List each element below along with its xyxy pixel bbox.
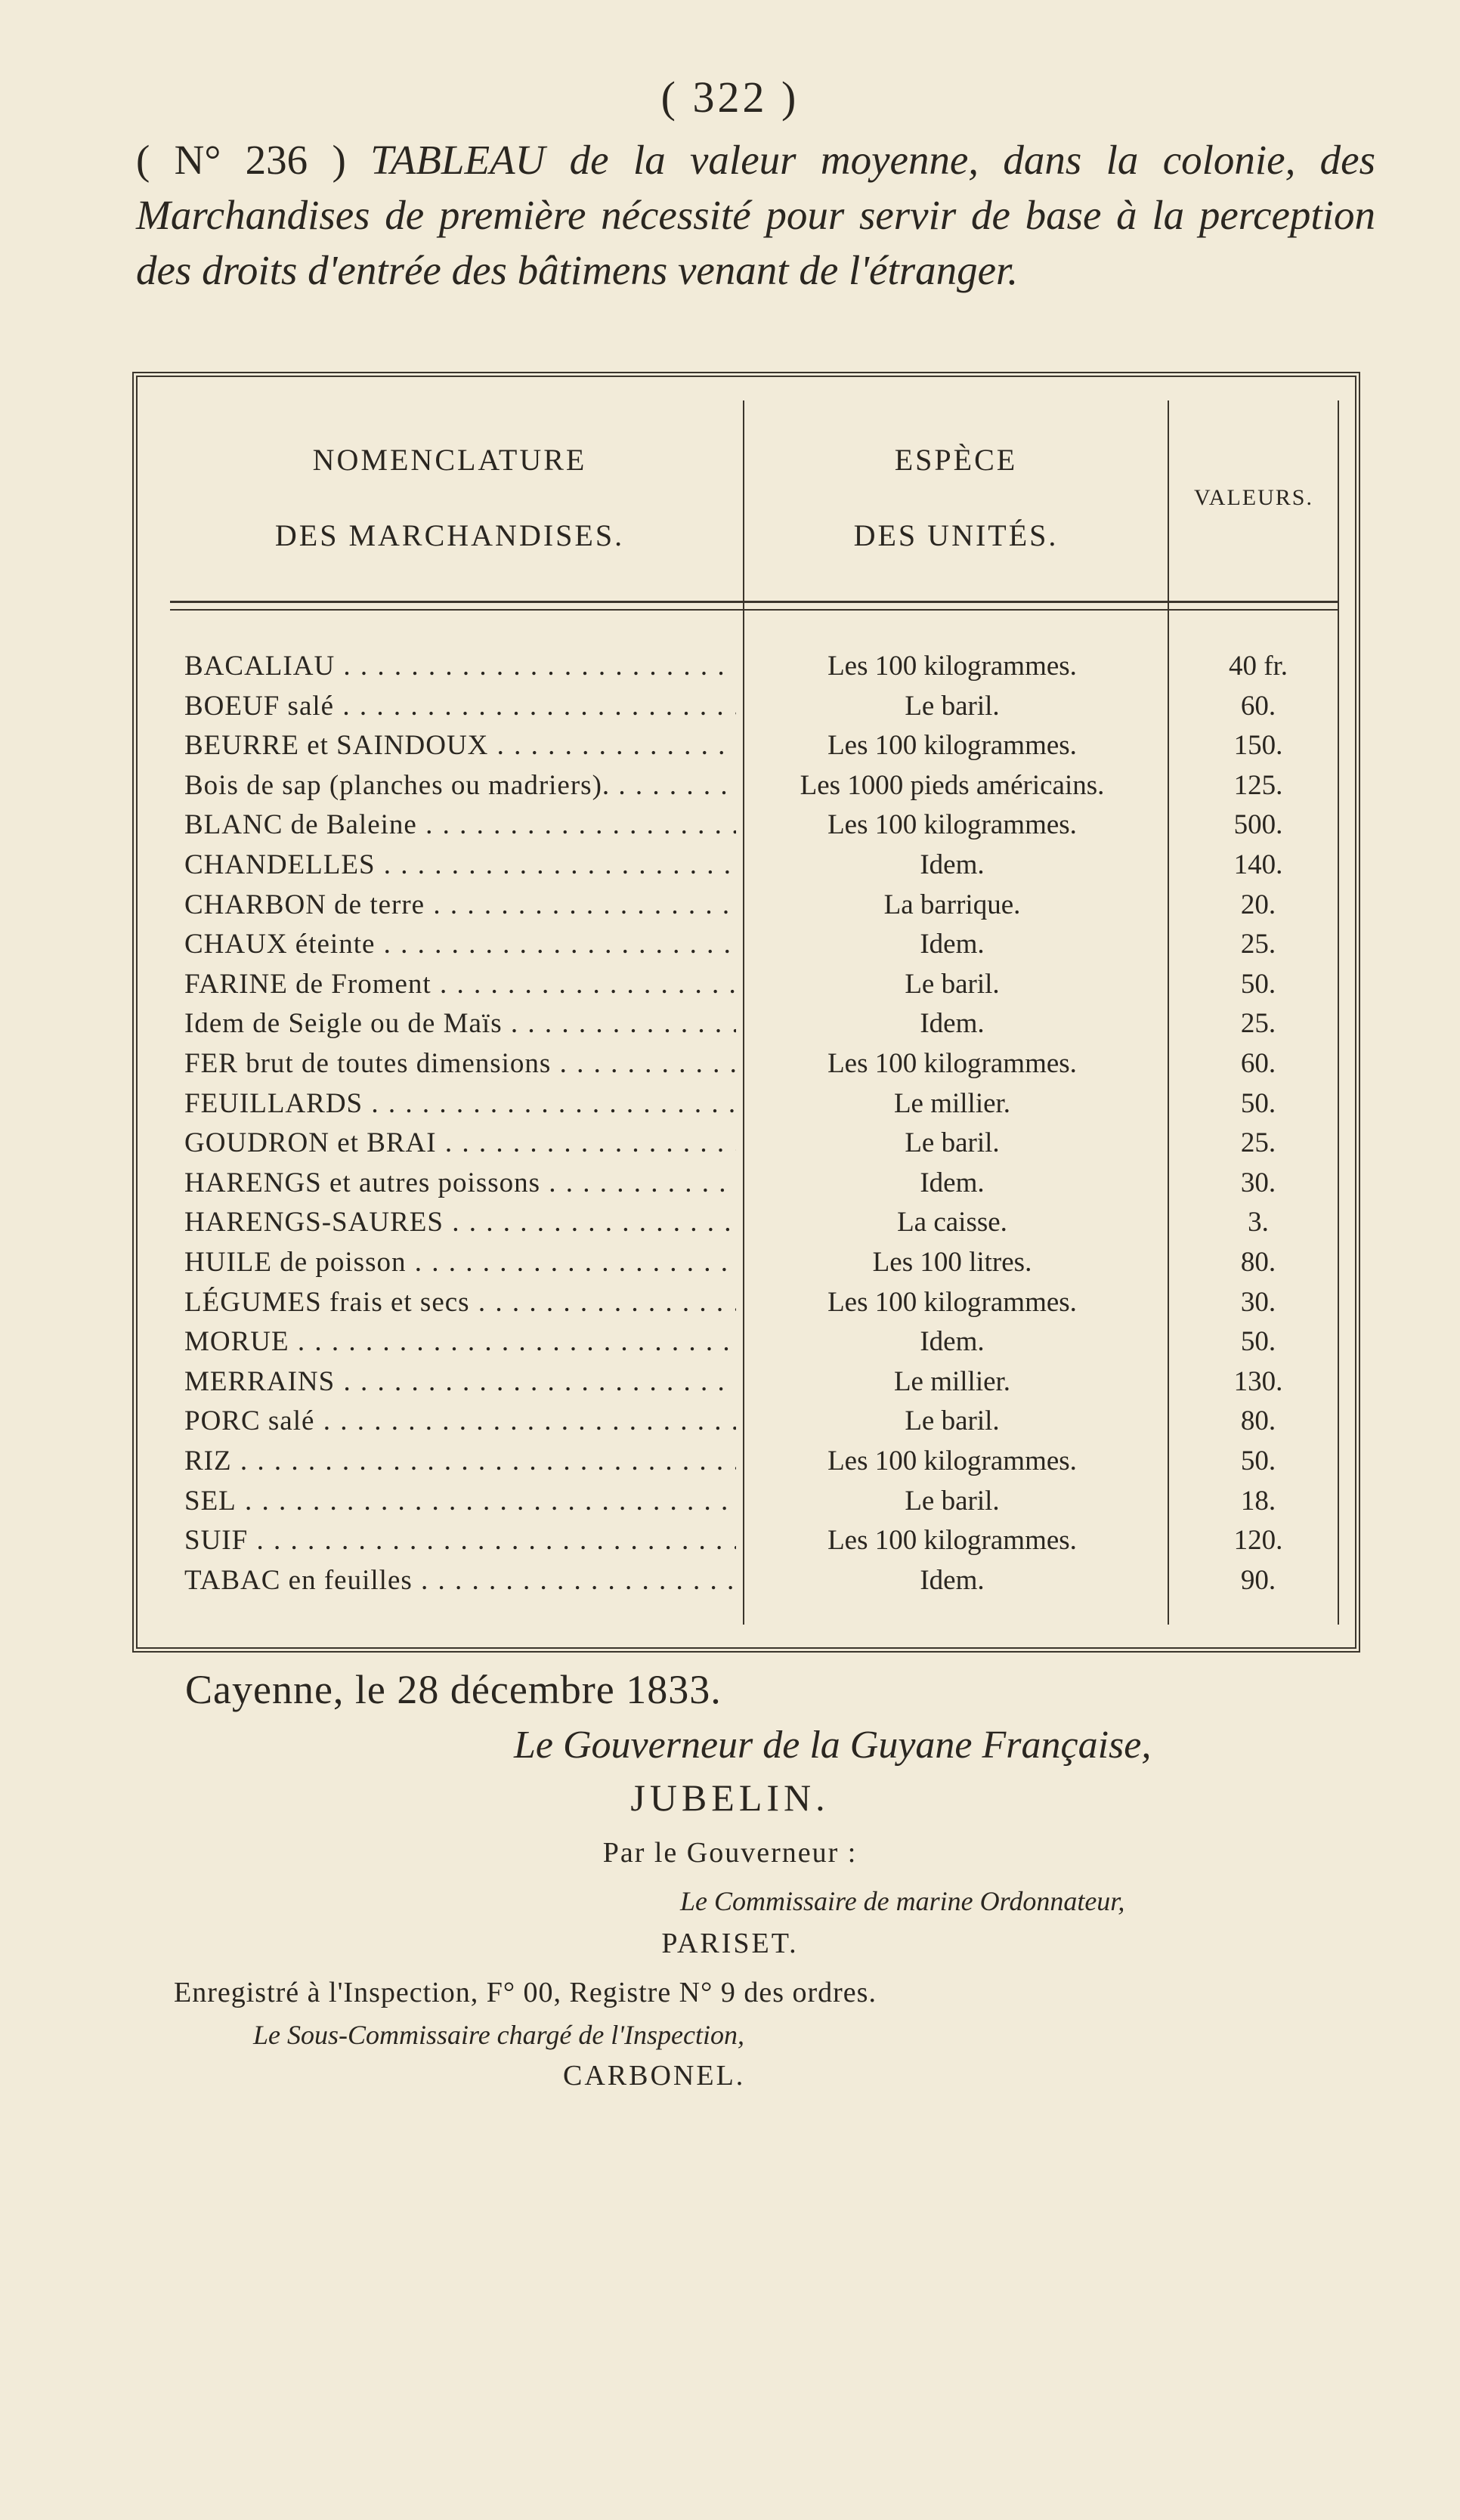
- merchandise-name: SUIF . . .: [184, 1520, 736, 1560]
- unit-cell: Idem.: [920, 1326, 985, 1358]
- unit-cell: Les 1000 pieds américains.: [800, 769, 1105, 801]
- unit-cell: Les 100 kilogrammes.: [827, 651, 1077, 682]
- merchandise-name: Idem de Seigle ou de Maïs . . .: [184, 1003, 736, 1044]
- table-row: [0, 765, 1460, 805]
- merchandise-name: Bois de sap (planches ou madriers). . . .: [184, 765, 736, 805]
- value-cell: 150.: [1233, 730, 1283, 762]
- table-row: [0, 1163, 1460, 1203]
- merchandise-name: HUILE de poisson . . .: [184, 1242, 736, 1282]
- value-cell: 25.: [1240, 929, 1276, 960]
- table-row: [0, 1441, 1460, 1481]
- merchandise-name: HARENGS et autres poissons . . .: [184, 1163, 736, 1203]
- page-number: ( 322 ): [660, 73, 800, 122]
- unit-cell: Les 100 litres.: [872, 1247, 1032, 1278]
- value-cell: 50.: [1240, 1087, 1276, 1119]
- merchandise-name: FER brut de toutes dimensions . . .: [184, 1044, 736, 1084]
- table-row: [0, 1401, 1460, 1441]
- merchandise-name: RIZ . . .: [184, 1441, 736, 1481]
- merchandise-name: CHAUX éteinte . . .: [184, 924, 736, 964]
- value-cell: 25.: [1240, 1008, 1276, 1040]
- merchandise-name: LÉGUMES frais et secs . . .: [184, 1282, 736, 1322]
- value-cell: 20.: [1240, 889, 1276, 920]
- table-row: [0, 725, 1460, 765]
- unit-cell: Idem.: [920, 1167, 985, 1198]
- header-nomenclature: NOMENCLATURE: [312, 443, 587, 477]
- unit-cell: La barrique.: [883, 889, 1021, 920]
- sous-commissaire-title: Le Sous-Commissaire chargé de l'Inspection,: [253, 2020, 744, 2050]
- table-row: [0, 1044, 1460, 1084]
- merchandise-name: BACALIAU . . .: [184, 646, 736, 686]
- unit-cell: La caisse.: [897, 1207, 1007, 1238]
- table-row: [0, 1202, 1460, 1242]
- unit-cell: Idem.: [920, 849, 985, 880]
- value-cell: 500.: [1233, 809, 1283, 841]
- table-title: TABLEAU de la valeur moyenne, dans la colonie, des Marchandises de première nécessité pour servir de base à la perception des droits d'entrée des bâtimens venant de l'étranger.: [136, 137, 1375, 293]
- table-row: [0, 1282, 1460, 1322]
- par-le-gouverneur: Par le Gouverneur :: [602, 1837, 858, 1869]
- governor-title: Le Gouverneur de la Guyane Française,: [514, 1724, 1152, 1767]
- table-row: [0, 924, 1460, 964]
- unit-cell: Les 100 kilogrammes.: [827, 730, 1077, 762]
- commissaire-title: Le Commissaire de marine Ordonnateur,: [680, 1886, 1125, 1916]
- merchandise-name: SEL . . .: [184, 1481, 736, 1521]
- governor-name: JUBELIN.: [630, 1776, 830, 1819]
- registration-note: Enregistré à l'Inspection, F° 00, Registre N° 9 des ordres.: [174, 1977, 877, 2008]
- value-cell: 125.: [1233, 769, 1283, 801]
- value-cell: 50.: [1240, 1446, 1276, 1476]
- unit-cell: Les 100 kilogrammes.: [827, 1446, 1077, 1476]
- value-cell: 120.: [1233, 1525, 1283, 1557]
- table-row: [0, 845, 1460, 885]
- unit-cell: Les 100 kilogrammes.: [827, 1048, 1077, 1079]
- merchandise-name: HARENGS-SAURES . . .: [184, 1202, 736, 1242]
- value-cell: 50.: [1240, 968, 1276, 1000]
- table-row: [0, 646, 1460, 686]
- value-cell: 50.: [1240, 1326, 1276, 1358]
- value-cell: 25.: [1240, 1127, 1276, 1159]
- merchandise-name: MERRAINS . . .: [184, 1362, 736, 1402]
- merchandise-name: MORUE . . .: [184, 1322, 736, 1362]
- merchandise-name: FEUILLARDS . . .: [184, 1084, 736, 1124]
- value-cell: 140.: [1233, 849, 1283, 880]
- merchandise-name: FARINE de Froment . . .: [184, 964, 736, 1004]
- unit-cell: Le baril.: [905, 690, 1000, 722]
- unit-cell: Le baril.: [905, 1405, 1000, 1437]
- value-cell: 3.: [1248, 1207, 1269, 1238]
- merchandise-name: BOEUF salé . . .: [184, 686, 736, 726]
- header-espece: ESPÈCE: [894, 443, 1018, 477]
- value-cell: 80.: [1240, 1405, 1276, 1437]
- value-cell: 30.: [1240, 1286, 1276, 1318]
- unit-cell: Le baril.: [905, 1485, 1000, 1517]
- table-row: [0, 1322, 1460, 1362]
- unit-cell: Le millier.: [893, 1087, 1011, 1119]
- unit-cell: Idem.: [920, 1008, 985, 1040]
- table-row: [0, 1481, 1460, 1521]
- value-cell: 60.: [1240, 690, 1276, 722]
- table-row: [0, 1560, 1460, 1600]
- table-row: [0, 686, 1460, 726]
- unit-cell: Le millier.: [893, 1365, 1011, 1397]
- unit-cell: Les 100 kilogrammes.: [827, 1286, 1077, 1318]
- value-cell: 30.: [1240, 1167, 1276, 1198]
- value-cell: 40 fr.: [1228, 651, 1288, 682]
- value-cell: 90.: [1240, 1564, 1276, 1596]
- header-marchandises: DES MARCHANDISES.: [274, 518, 625, 552]
- value-cell: 60.: [1240, 1048, 1276, 1079]
- merchandise-name: GOUDRON et BRAI . . .: [184, 1123, 736, 1163]
- value-cell: 80.: [1240, 1247, 1276, 1278]
- unit-cell: Les 100 kilogrammes.: [827, 809, 1077, 841]
- table-number: ( N° 236 ): [136, 137, 346, 183]
- table-row: [0, 1084, 1460, 1124]
- merchandise-name: TABAC en feuilles . . .: [184, 1560, 736, 1600]
- merchandise-name: BEURRE et SAINDOUX . . .: [184, 725, 736, 765]
- table-row: [0, 805, 1460, 845]
- unit-cell: Les 100 kilogrammes.: [827, 1525, 1077, 1557]
- table-row: [0, 1242, 1460, 1282]
- value-cell: 130.: [1233, 1365, 1283, 1397]
- table-row: [0, 1520, 1460, 1560]
- commissaire-name: PARISET.: [661, 1928, 799, 1959]
- merchandise-name: CHANDELLES . . .: [184, 845, 736, 885]
- header-rule: [170, 601, 1338, 611]
- table-row: [0, 1003, 1460, 1044]
- unit-cell: Le baril.: [905, 968, 1000, 1000]
- header-valeurs: VALEURS.: [1194, 485, 1313, 510]
- table-row: [0, 964, 1460, 1004]
- unit-cell: Idem.: [920, 1564, 985, 1596]
- header-unites: DES UNITÉS.: [853, 518, 1059, 552]
- table-row: [0, 1362, 1460, 1402]
- merchandise-name: CHARBON de terre . . .: [184, 885, 736, 925]
- sous-commissaire-name: CARBONEL.: [563, 2060, 746, 2092]
- place-date: Cayenne, le 28 décembre 1833.: [185, 1667, 722, 1712]
- unit-cell: Le baril.: [905, 1127, 1000, 1159]
- table-row: [0, 885, 1460, 925]
- value-cell: 18.: [1240, 1485, 1276, 1517]
- merchandise-name: PORC salé . . .: [184, 1401, 736, 1441]
- table-row: [0, 1123, 1460, 1163]
- table-heading: [136, 132, 1375, 298]
- merchandise-name: BLANC de Baleine . . .: [184, 805, 736, 845]
- unit-cell: Idem.: [920, 929, 985, 960]
